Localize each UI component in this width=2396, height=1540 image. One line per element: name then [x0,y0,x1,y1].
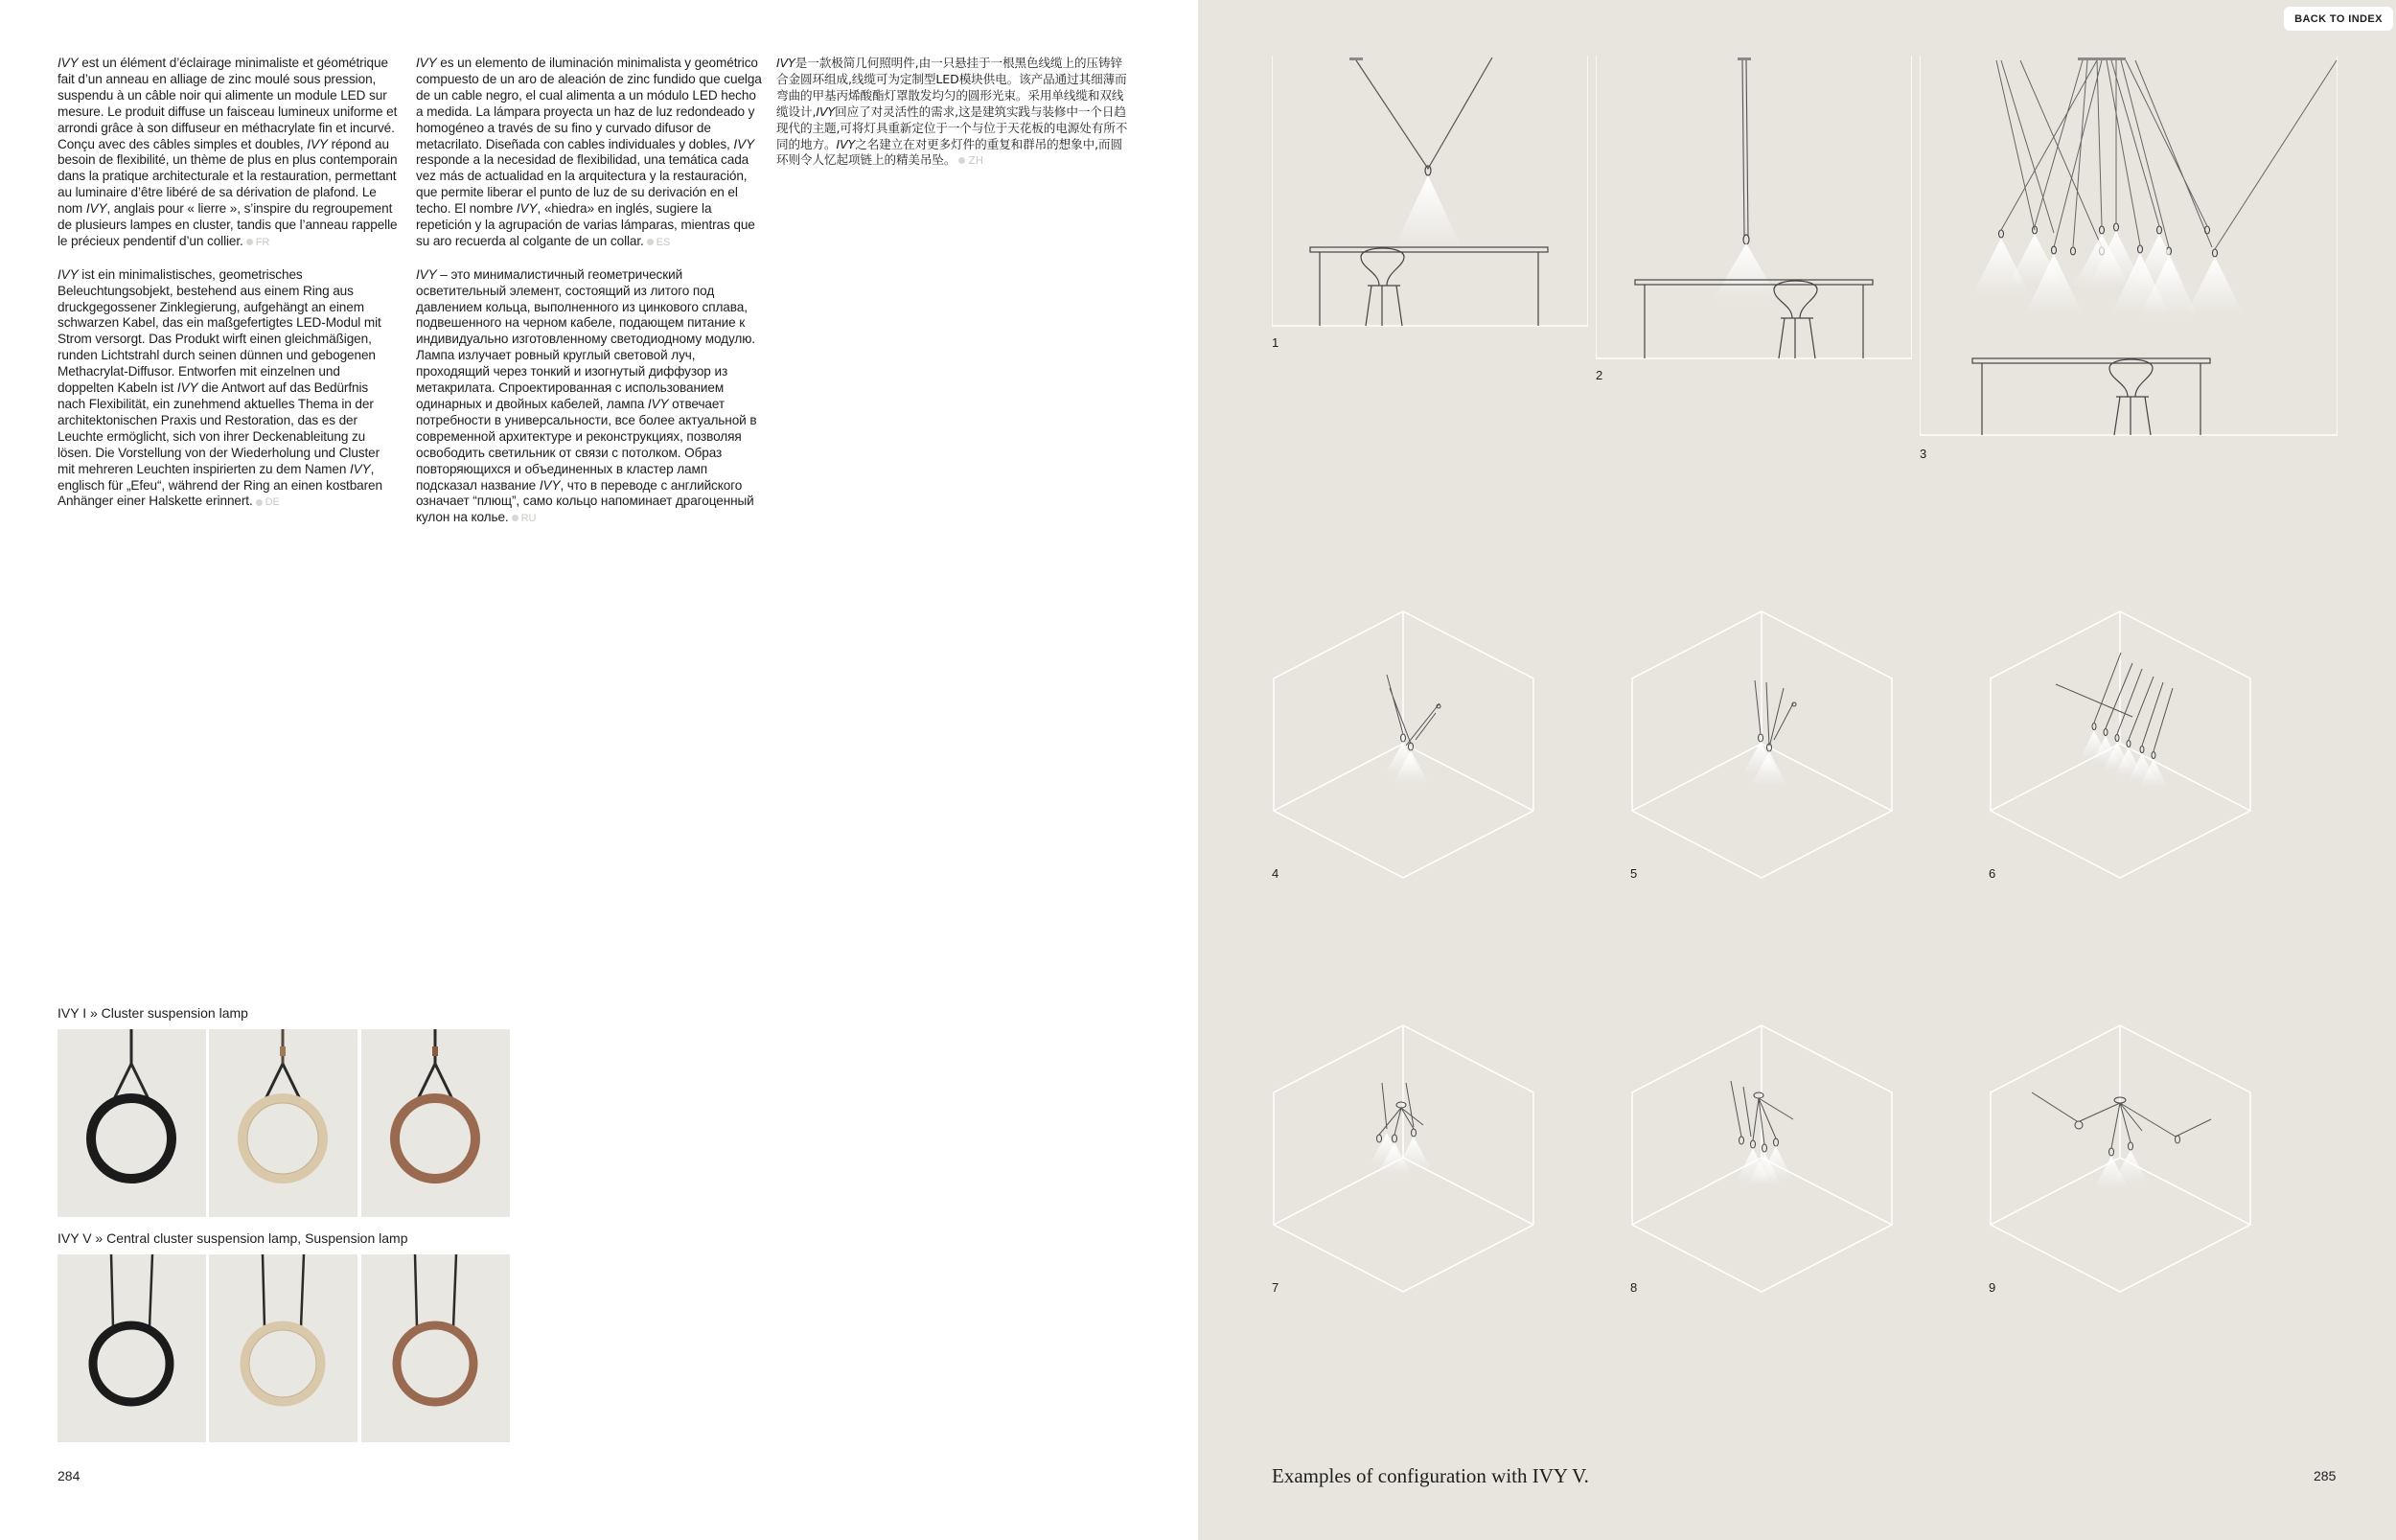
config-figure-1 [1272,56,1588,330]
figures-caption: Examples of configuration with IVY V. [1272,1464,1589,1487]
ring-lamp-white-image [209,1029,357,1217]
product-label-ivy-i: IVY I » Cluster suspension lamp [58,1005,248,1021]
page-number-right: 285 [2314,1468,2337,1483]
text-es: IVY es un elemento de iluminación minimalista y geométrico compuesto de un aro de aleación de zinc fundido que cuelga de un cable negro, el cual alimenta a un módulo LED hecho a medida. La lámpara proyecta un haz de luz redondeado y homogéneo a través de su fino y curvado difusor de metacrilato. Diseñada con cables individuales y dobles, IVY responde a la necesidad de flexibilidad, una temática cada vez más de actualidad en la arquitectura y la restauración, que permite liberar el punto de luz de su derivación en el techo. El nombre IVY, «hiedra» en inglés, sugiere la repetición y la agrupación de varias lámparas, mientras que su aro recuerda al colgante de un collar. ES [416,56,762,248]
figure-number-9: 9 [1989,1280,1996,1295]
config-figure-7 [1272,1023,1535,1294]
config-figure-3 [1920,56,2338,439]
product-thumb-ivy-v-bronze[interactable] [361,1254,510,1442]
figure-number-3: 3 [1920,447,1927,461]
config-figure-8 [1630,1023,1894,1294]
ring-lamp-v-black-image [58,1254,206,1442]
text-column-3 [776,56,1129,186]
product-thumb-ivy-v-black[interactable] [58,1254,206,1442]
text-zh: IVY是一款极简几何照明件,由一只悬挂于一根黑色线缆上的压铸锌合金圆环组成,线缆可为定制型LED模块供电。该产品通过其细薄而弯曲的甲基丙烯酸酯灯罩散发均匀的圆形光束。采用单线缆和双线缆设计,IVY回应了对灵活性的需求,这是建筑实践与装修中一个日趋现代的主题,可将灯具重新定位于一个与位于天花板的电源处有所不同的地方。IVY之名建立在对更多灯件的重复和群吊的想象中,而圆环则令人忆起项链上的精美吊坠。 ZH [776,56,1128,168]
product-thumb-ivy-v-white[interactable] [209,1254,357,1442]
config-figure-2 [1596,56,1912,362]
ring-lamp-v-bronze-image [361,1254,510,1442]
config-figure-4 [1272,609,1535,880]
figure-number-2: 2 [1596,368,1603,382]
text-ru: IVY – это минималистичный геометрический осветительный элемент, состоящий из литого под давлением кольца, выполненного из цинкового сплава, подвешенного на черном кабеле, подающем питание к индивидуально изготовленному светодиодному модулю. Лампа излучает ровный круглый световой луч, проходящий через тонкий и изогнутый диффузор из метакрилата. Спроектированная с использованием одинарных и двойных кабелей, лампа IVY отвечает потребности в универсальности, все более актуальной в современной архитектуре и реконструкциях, позволяя освободить светильник от связи с потолком. Образ повторяющихся и объединенных в кластер ламп подсказал название IVY, что в переводе с английского означает “плющ”, само кольцо напоминает драгоценный кулон на колье. RU [416,266,757,525]
figure-number-7: 7 [1272,1280,1279,1295]
figure-number-8: 8 [1630,1280,1638,1295]
product-label-ivy-v: IVY V » Central cluster suspension lamp, Suspension lamp [58,1230,408,1246]
product-thumb-ivy-i-bronze[interactable] [361,1029,510,1217]
ring-lamp-v-white-image [209,1254,357,1442]
page-number-left: 284 [58,1468,81,1483]
text-de: IVY ist ein minimalistisches, geometrisches Beleuchtungsobjekt, bestehend aus einem Ring aus druckgegossener Zinklegierung, aufgehängt an einem schwarzen Kabel, das ein maßgefertigtes LED-Modul mit Strom versorgt. Das Produkt wirft einen gleichmäßigen, runden Lichtstrahl durch seinen dünnen und gebogenen Methacrylat-Diffusor. Entworfen mit einzelnen und doppelten Kabeln ist IVY die Antwort auf das Bedürfnis nach Flexibilität, ein zunehmend aktuelles Thema in der architektonischen Praxis und Restoration, das es der Leuchte ermöglicht, sich von ihrer Deckenableitung zu lösen. Die Vorstellung von der Wiederholung und Cluster mit mehreren Leuchten inspirierten zu dem Namen IVY, englisch für „Efeu“, während der Ring an einen kostbaren Anhänger einer Halskette erinnert. DE [58,266,382,509]
product-thumb-ivy-i-white[interactable] [209,1029,357,1217]
text-column-2 [416,56,765,543]
figure-number-6: 6 [1989,866,1996,881]
text-fr: IVY est un élément d’éclairage minimaliste et géométrique fait d’un anneau en alliage de zinc moulé sous pression, suspendu à un câble noir qui alimente un module LED sur mesure. Le produit diffuse un faisceau lumineux uniforme et arrondi grâce à son diffuseur en méthacrylate fin et incurvé. Conçu avec des câbles simples et doubles, IVY répond au besoin de flexibilité, un thème de plus en plus contemporain dans la pratique architecturale et la restauration, permettant au luminaire d’être libéré de sa dérivation de plafond. Le nom IVY, anglais pour « lierre », s’inspire du regroupement de plusieurs lampes en cluster, tandis que l’anneau rappelle le précieux pendentif d’un collier. FR [58,56,398,248]
ring-lamp-black-image [58,1029,206,1217]
ring-lamp-bronze-image [361,1029,510,1217]
figure-number-4: 4 [1272,866,1279,881]
figure-number-1: 1 [1272,335,1279,350]
text-column-1 [58,56,398,527]
config-figure-5 [1630,609,1894,880]
config-figure-6 [1989,609,2252,880]
config-figure-9 [1989,1023,2252,1294]
back-to-index-button[interactable]: BACK TO INDEX [2284,7,2393,31]
figure-number-5: 5 [1630,866,1638,881]
product-thumb-ivy-i-black[interactable] [58,1029,206,1217]
